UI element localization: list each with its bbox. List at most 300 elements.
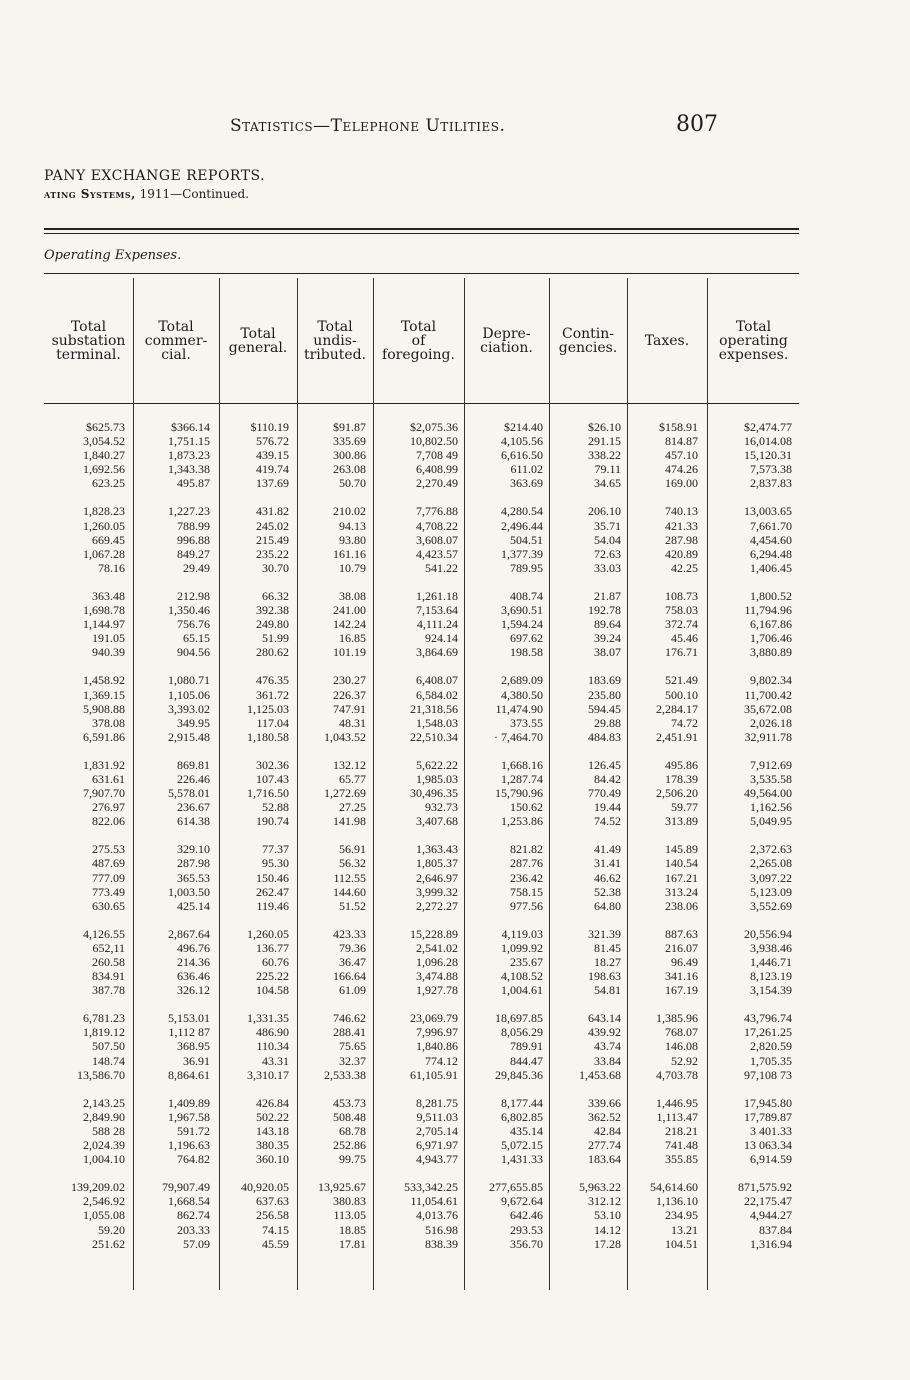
table-cell: 6,584.02 bbox=[416, 687, 458, 702]
table-cell: 198.63 bbox=[588, 969, 621, 984]
group-gap bbox=[650, 659, 698, 673]
table-cell: 740.13 bbox=[665, 504, 698, 519]
table-cell: 439.92 bbox=[588, 1025, 621, 1040]
table-cell: 361.72 bbox=[256, 687, 289, 702]
column-header-operating bbox=[707, 278, 800, 404]
table-cell: 6,781.23 bbox=[83, 1011, 125, 1026]
table-cell: 1,431.33 bbox=[501, 1152, 543, 1167]
table-cell: 588 28 bbox=[92, 1123, 125, 1138]
table-cell: 849.27 bbox=[177, 546, 210, 561]
table-cell: 2,496.44 bbox=[501, 518, 543, 533]
group-gap bbox=[489, 490, 543, 504]
table-cell: 1,840.27 bbox=[83, 448, 125, 463]
table-cell: 36.47 bbox=[339, 955, 366, 969]
table-cell: 2,820.59 bbox=[750, 1039, 792, 1054]
table-cell: 32,911.78 bbox=[744, 729, 792, 744]
table-cell: 277.74 bbox=[588, 1138, 621, 1153]
table-cell: 360.10 bbox=[256, 1152, 289, 1167]
table-cell: 1,180.58 bbox=[247, 729, 289, 744]
table-cell: 150.46 bbox=[256, 870, 289, 885]
table-cell: 117.04 bbox=[256, 715, 289, 730]
table-cell: 932.73 bbox=[425, 800, 458, 815]
table-cell: 7,573.38 bbox=[750, 462, 792, 477]
table-cell: 1,377.39 bbox=[501, 546, 543, 561]
group-gap bbox=[650, 1166, 698, 1180]
table-cell: 104.51 bbox=[665, 1236, 698, 1251]
table-cell: 2,837.83 bbox=[750, 476, 792, 491]
table-cell: 191.05 bbox=[92, 631, 125, 646]
group-gap bbox=[404, 997, 458, 1011]
table-cell: 378.08 bbox=[92, 715, 125, 730]
group-gap bbox=[241, 744, 289, 758]
table-cell: $26.10 bbox=[588, 420, 621, 434]
table-cell: 13,925.67 bbox=[318, 1180, 366, 1195]
column-values-undistributed bbox=[318, 420, 366, 1251]
table-cell: 349.95 bbox=[177, 715, 210, 730]
table-cell: 1,716.50 bbox=[247, 786, 289, 801]
table-cell: 1,004.10 bbox=[83, 1152, 125, 1167]
column-values-foregoing bbox=[404, 420, 458, 1251]
report-heading: PANY EXCHANGE REPORTS. bbox=[44, 168, 266, 184]
table-cell: 3,690.51 bbox=[501, 603, 543, 618]
table-cell: 226.46 bbox=[177, 771, 210, 786]
group-gap bbox=[318, 1166, 366, 1180]
table-cell: 777.09 bbox=[92, 870, 125, 885]
group-gap bbox=[404, 744, 458, 758]
table-cell: 42.25 bbox=[671, 560, 698, 575]
table-cell: 13 063.34 bbox=[744, 1138, 792, 1153]
column-divider bbox=[464, 278, 465, 1290]
table-cell: 65.77 bbox=[339, 771, 366, 786]
table-cell: 3,999.32 bbox=[416, 884, 458, 899]
table-cell: 1,043.52 bbox=[324, 729, 366, 744]
table-cell: 887.63 bbox=[665, 926, 698, 941]
column-values-substation bbox=[71, 420, 125, 1251]
table-cell: 41.49 bbox=[594, 842, 621, 857]
column-header-undistributed bbox=[297, 278, 373, 404]
table-cell: $158.91 bbox=[659, 420, 698, 434]
table-cell: 112.55 bbox=[333, 870, 366, 885]
table-cell: 16.85 bbox=[339, 631, 366, 646]
table-cell: 312.12 bbox=[588, 1194, 621, 1209]
group-gap bbox=[579, 997, 621, 1011]
table-cell: 235.80 bbox=[588, 687, 621, 702]
column-divider bbox=[297, 278, 298, 1290]
table-cell: 2,284.17 bbox=[656, 701, 698, 716]
column-divider bbox=[373, 278, 374, 1290]
table-cell: 22,175.47 bbox=[744, 1194, 792, 1209]
table-cell: 11,054.61 bbox=[410, 1194, 458, 1209]
column-divider bbox=[627, 278, 628, 1290]
table-cell: 822.06 bbox=[92, 814, 125, 829]
table-cell: 10,802.50 bbox=[410, 434, 458, 449]
table-cell: 95.30 bbox=[262, 856, 289, 871]
table-cell: 1,800.52 bbox=[750, 588, 792, 603]
table-cell: 22,510.34 bbox=[410, 729, 458, 744]
table-cell: 7,153.64 bbox=[416, 603, 458, 618]
table-cell: 373.55 bbox=[510, 715, 543, 730]
table-cell: 486.90 bbox=[256, 1025, 289, 1040]
table-cell: 45.46 bbox=[671, 631, 698, 646]
table-cell: 7,708 49 bbox=[416, 448, 458, 463]
table-cell: 64.80 bbox=[594, 898, 621, 913]
table-cell: 50.70 bbox=[339, 476, 366, 491]
group-gap bbox=[489, 997, 543, 1011]
table-cell: 17.28 bbox=[594, 1236, 621, 1251]
table-cell: 1,706.46 bbox=[750, 631, 792, 646]
table-cell: 6,616.50 bbox=[501, 448, 543, 463]
table-cell: 1,253.86 bbox=[501, 814, 543, 829]
table-cell: 6,408.99 bbox=[416, 462, 458, 477]
table-cell: $625.73 bbox=[86, 420, 125, 434]
table-cell: 29.88 bbox=[594, 715, 621, 730]
table-cell: 89.64 bbox=[594, 617, 621, 632]
table-cell: 192.78 bbox=[588, 603, 621, 618]
group-gap bbox=[71, 1166, 125, 1180]
table-cell: 8,281.75 bbox=[416, 1095, 458, 1110]
table-cell: 6,971.97 bbox=[416, 1138, 458, 1153]
table-cell: 5,123.09 bbox=[750, 884, 792, 899]
table-cell: 53.10 bbox=[594, 1208, 621, 1223]
group-gap bbox=[404, 913, 458, 927]
table-cell: 2,689.09 bbox=[501, 673, 543, 688]
table-cell: 293.53 bbox=[510, 1222, 543, 1237]
group-gap bbox=[162, 1166, 210, 1180]
group-gap bbox=[318, 744, 366, 758]
group-gap bbox=[318, 1082, 366, 1096]
table-cell: 94.13 bbox=[339, 518, 366, 533]
table-cell: 5,049.95 bbox=[750, 814, 792, 829]
table-cell: 212.98 bbox=[177, 588, 210, 603]
table-cell: 380.83 bbox=[333, 1194, 366, 1209]
table-cell: 142.24 bbox=[333, 617, 366, 632]
group-gap bbox=[738, 913, 792, 927]
table-cell: 2,451.91 bbox=[656, 729, 698, 744]
table-cell: 97,108 73 bbox=[744, 1067, 792, 1082]
table-cell: 5,908.88 bbox=[83, 701, 125, 716]
group-gap bbox=[404, 828, 458, 842]
table-cell: 21.87 bbox=[594, 588, 621, 603]
group-gap bbox=[579, 659, 621, 673]
table-cell: 275.53 bbox=[92, 842, 125, 857]
table-cell: 637.63 bbox=[256, 1194, 289, 1209]
table-cell: 614.38 bbox=[177, 814, 210, 829]
table-cell: 1,409.89 bbox=[168, 1095, 210, 1110]
table-cell: 365.53 bbox=[177, 870, 210, 885]
table-cell: 225.22 bbox=[256, 969, 289, 984]
table-cell: 1,125.03 bbox=[247, 701, 289, 716]
table-cell: 107.43 bbox=[256, 771, 289, 786]
table-cell: 30,496.35 bbox=[410, 786, 458, 801]
table-cell: 178.39 bbox=[665, 771, 698, 786]
table-cell: 1,099.92 bbox=[501, 940, 543, 955]
table-cell: 3,310.17 bbox=[247, 1067, 289, 1082]
table-cell: 5,578.01 bbox=[168, 786, 210, 801]
table-cell: 3,474.88 bbox=[416, 969, 458, 984]
table-cell: 746.62 bbox=[333, 1011, 366, 1026]
table-cell: 27.25 bbox=[339, 800, 366, 815]
table-cell: 392.38 bbox=[256, 603, 289, 618]
table-cell: 1,594.24 bbox=[501, 617, 543, 632]
table-cell: 15,228.89 bbox=[410, 926, 458, 941]
group-gap bbox=[489, 913, 543, 927]
table-cell: 1,096.28 bbox=[416, 955, 458, 969]
table-cell: 252.86 bbox=[333, 1138, 366, 1153]
table-cell: 99.75 bbox=[339, 1152, 366, 1167]
table-cell: 13,586.70 bbox=[77, 1067, 125, 1082]
table-cell: 1,453.68 bbox=[579, 1067, 621, 1082]
table-cell: 516.98 bbox=[425, 1222, 458, 1237]
table-cell: 6,802.85 bbox=[501, 1109, 543, 1124]
table-cell: 1,751.15 bbox=[168, 434, 210, 449]
group-gap bbox=[404, 1082, 458, 1096]
table-cell: 8,864.61 bbox=[168, 1067, 210, 1082]
table-cell: 30.70 bbox=[262, 560, 289, 575]
table-cell: 338.22 bbox=[588, 448, 621, 463]
table-cell: 13,003.65 bbox=[744, 504, 792, 519]
table-cell: 238.06 bbox=[665, 898, 698, 913]
column-values-operating bbox=[738, 420, 792, 1251]
table-cell: 143.18 bbox=[256, 1123, 289, 1138]
table-cell: 234.95 bbox=[665, 1208, 698, 1223]
table-cell: 2,541.02 bbox=[416, 940, 458, 955]
table-cell: 5,622.22 bbox=[416, 757, 458, 772]
table-cell: 774.12 bbox=[425, 1053, 458, 1068]
column-header-label: Total commer- cial. bbox=[144, 319, 208, 363]
table-cell: 276.97 bbox=[92, 800, 125, 815]
group-gap bbox=[738, 575, 792, 589]
table-cell: 1,350.46 bbox=[168, 603, 210, 618]
group-gap bbox=[404, 490, 458, 504]
table-cell: 1,385.96 bbox=[656, 1011, 698, 1026]
table-cell: 6,167.86 bbox=[750, 617, 792, 632]
table-cell: · 7,464.70 bbox=[494, 729, 543, 744]
table-cell: 1,967.58 bbox=[168, 1109, 210, 1124]
group-gap bbox=[579, 1082, 621, 1096]
table-cell: 48.31 bbox=[339, 715, 366, 730]
table-cell: 236.67 bbox=[177, 800, 210, 815]
table-cell: 236.42 bbox=[510, 870, 543, 885]
table-cell: 425.14 bbox=[177, 898, 210, 913]
table-cell: 339.66 bbox=[588, 1095, 621, 1110]
table-cell: 630.65 bbox=[92, 898, 125, 913]
table-cell: 40,920.05 bbox=[241, 1180, 289, 1195]
table-cell: 78.16 bbox=[98, 560, 125, 575]
table-cell: 249.80 bbox=[256, 617, 289, 632]
table-cell: 61,105.91 bbox=[410, 1067, 458, 1082]
table-cell: 183.64 bbox=[588, 1152, 621, 1167]
table-cell: 57.09 bbox=[183, 1236, 210, 1251]
table-cell: 321.39 bbox=[588, 926, 621, 941]
group-gap bbox=[579, 828, 621, 842]
table-cell: 1,805.37 bbox=[416, 856, 458, 871]
table-cell: 4,013.76 bbox=[416, 1208, 458, 1223]
group-gap bbox=[162, 997, 210, 1011]
column-divider bbox=[707, 278, 708, 1290]
group-gap bbox=[650, 913, 698, 927]
group-gap bbox=[162, 490, 210, 504]
table-cell: 52.38 bbox=[594, 884, 621, 899]
table-cell: 541.22 bbox=[425, 560, 458, 575]
table-cell: 2,705.14 bbox=[416, 1123, 458, 1138]
table-cell: 18.85 bbox=[339, 1222, 366, 1237]
table-cell: 1,055.08 bbox=[83, 1208, 125, 1223]
table-cell: 104.58 bbox=[256, 983, 289, 998]
group-gap bbox=[162, 828, 210, 842]
table-cell: 869.81 bbox=[177, 757, 210, 772]
table-cell: 533,342.25 bbox=[404, 1180, 458, 1195]
table-cell: 3,864.69 bbox=[416, 645, 458, 660]
table-cell: 1,113.47 bbox=[656, 1109, 698, 1124]
table-cell: 380.35 bbox=[256, 1138, 289, 1153]
table-cell: 43,796.74 bbox=[744, 1011, 792, 1026]
table-cell: 214.36 bbox=[177, 955, 210, 969]
table-cell: 2,915.48 bbox=[168, 729, 210, 744]
table-cell: 216.07 bbox=[665, 940, 698, 955]
group-gap bbox=[162, 1082, 210, 1096]
table-cell: 29.49 bbox=[183, 560, 210, 575]
column-values-contingencies bbox=[579, 420, 621, 1251]
table-cell: 495.87 bbox=[177, 476, 210, 491]
table-cell: 141.98 bbox=[333, 814, 366, 829]
table-cell: 3,535.58 bbox=[750, 771, 792, 786]
table-cell: 1,227.23 bbox=[168, 504, 210, 519]
table-cell: 251.62 bbox=[92, 1236, 125, 1251]
table-cell: 1,080.71 bbox=[168, 673, 210, 688]
table-cell: 421.33 bbox=[665, 518, 698, 533]
table-cell: 500.10 bbox=[665, 687, 698, 702]
group-gap bbox=[738, 659, 792, 673]
group-gap bbox=[241, 828, 289, 842]
table-cell: 474.26 bbox=[665, 462, 698, 477]
column-header-label: Total general. bbox=[228, 326, 288, 356]
group-gap bbox=[241, 490, 289, 504]
page-header bbox=[0, 110, 910, 140]
running-title: Statistics—Telephone Utilities. bbox=[230, 116, 506, 136]
table-cell: 198.58 bbox=[510, 645, 543, 660]
table-cell: 74.52 bbox=[594, 814, 621, 829]
group-gap bbox=[489, 744, 543, 758]
table-cell: 453.73 bbox=[333, 1095, 366, 1110]
table-cell: 166.64 bbox=[333, 969, 366, 984]
table-cell: 1,668.16 bbox=[501, 757, 543, 772]
table-cell: 77.37 bbox=[262, 842, 289, 857]
report-subheading-sc: ating Systems, bbox=[44, 187, 136, 201]
table-cell: 9,672.64 bbox=[501, 1194, 543, 1209]
table-cell: 132.12 bbox=[333, 757, 366, 772]
table-cell: $214.40 bbox=[504, 420, 543, 434]
group-gap bbox=[650, 744, 698, 758]
group-gap bbox=[71, 490, 125, 504]
table-cell: 17,261.25 bbox=[744, 1025, 792, 1040]
table-cell: 821.82 bbox=[510, 842, 543, 857]
table-cell: 420.89 bbox=[665, 546, 698, 561]
table-cell: 235.22 bbox=[256, 546, 289, 561]
table-cell: $91.87 bbox=[333, 420, 366, 434]
table-cell: 42.84 bbox=[594, 1123, 621, 1138]
table-cell: 146.08 bbox=[665, 1039, 698, 1054]
table-cell: 1,458.92 bbox=[83, 673, 125, 688]
group-gap bbox=[579, 913, 621, 927]
table-cell: 758.03 bbox=[665, 603, 698, 618]
report-subheading bbox=[44, 187, 249, 201]
table-cell: 871,575.92 bbox=[738, 1180, 792, 1195]
column-header-substation bbox=[44, 278, 133, 404]
table-cell: 341.16 bbox=[665, 969, 698, 984]
group-gap bbox=[404, 659, 458, 673]
table-cell: 287.98 bbox=[665, 532, 698, 547]
table-cell: 2,270.49 bbox=[416, 476, 458, 491]
group-gap bbox=[71, 744, 125, 758]
table-cell: 287.98 bbox=[177, 856, 210, 871]
table-cell: 74.72 bbox=[671, 715, 698, 730]
table-cell: 23,069.79 bbox=[410, 1011, 458, 1026]
table-cell: 150.62 bbox=[510, 800, 543, 815]
table-cell: 1,004.61 bbox=[501, 983, 543, 998]
table-cell: 2,533.38 bbox=[324, 1067, 366, 1082]
table-cell: 476.35 bbox=[256, 673, 289, 688]
table-cell: 9,511.03 bbox=[416, 1109, 458, 1124]
table-cell: 203.33 bbox=[177, 1222, 210, 1237]
table-cell: 1,705.35 bbox=[750, 1053, 792, 1068]
table-cell: 101.19 bbox=[333, 645, 366, 660]
table-cell: 457.10 bbox=[665, 448, 698, 463]
group-gap bbox=[579, 744, 621, 758]
group-gap bbox=[579, 490, 621, 504]
table-cell: 74.15 bbox=[262, 1222, 289, 1237]
table-cell: 18.27 bbox=[594, 955, 621, 969]
group-gap bbox=[738, 997, 792, 1011]
table-cell: 335.69 bbox=[333, 434, 366, 449]
table-cell: 329.10 bbox=[177, 842, 210, 857]
column-header-foregoing bbox=[373, 278, 464, 404]
table-cell: 3,054.52 bbox=[83, 434, 125, 449]
table-cell: 302.36 bbox=[256, 757, 289, 772]
table-cell: 1,698.78 bbox=[83, 603, 125, 618]
table-cell: 17.81 bbox=[339, 1236, 366, 1251]
table-cell: 2,272.27 bbox=[416, 898, 458, 913]
table-cell: 487.69 bbox=[92, 856, 125, 871]
column-header-label: Total operating expenses. bbox=[718, 319, 789, 363]
table-cell: 277,655.85 bbox=[489, 1180, 543, 1195]
table-cell: 7,776.88 bbox=[416, 504, 458, 519]
table-cell: 5,963.22 bbox=[579, 1180, 621, 1195]
table-cell: 65.15 bbox=[183, 631, 210, 646]
table-cell: 623.25 bbox=[92, 476, 125, 491]
table-cell: 3,154.39 bbox=[750, 983, 792, 998]
table-cell: 54,614.60 bbox=[650, 1180, 698, 1195]
table-cell: 6,914.59 bbox=[750, 1152, 792, 1167]
table-cell: 508.48 bbox=[333, 1109, 366, 1124]
table-cell: 1,343.38 bbox=[168, 462, 210, 477]
table-cell: 1,287.74 bbox=[501, 771, 543, 786]
table-cell: 11,700.42 bbox=[744, 687, 792, 702]
group-gap bbox=[650, 575, 698, 589]
table-cell: 169.00 bbox=[665, 476, 698, 491]
group-gap bbox=[318, 913, 366, 927]
table-cell: 15,790.96 bbox=[495, 786, 543, 801]
table-cell: 6,294.48 bbox=[750, 546, 792, 561]
table-cell: 423.33 bbox=[333, 926, 366, 941]
table-cell: 2,026.18 bbox=[750, 715, 792, 730]
table-cell: 291.15 bbox=[588, 434, 621, 449]
table-cell: 642.46 bbox=[510, 1208, 543, 1223]
table-cell: $2,474.77 bbox=[744, 420, 792, 434]
table-cell: 17,945.80 bbox=[744, 1095, 792, 1110]
group-gap bbox=[650, 490, 698, 504]
table-cell: 1,144.97 bbox=[83, 617, 125, 632]
table-cell: 355.85 bbox=[665, 1152, 698, 1167]
